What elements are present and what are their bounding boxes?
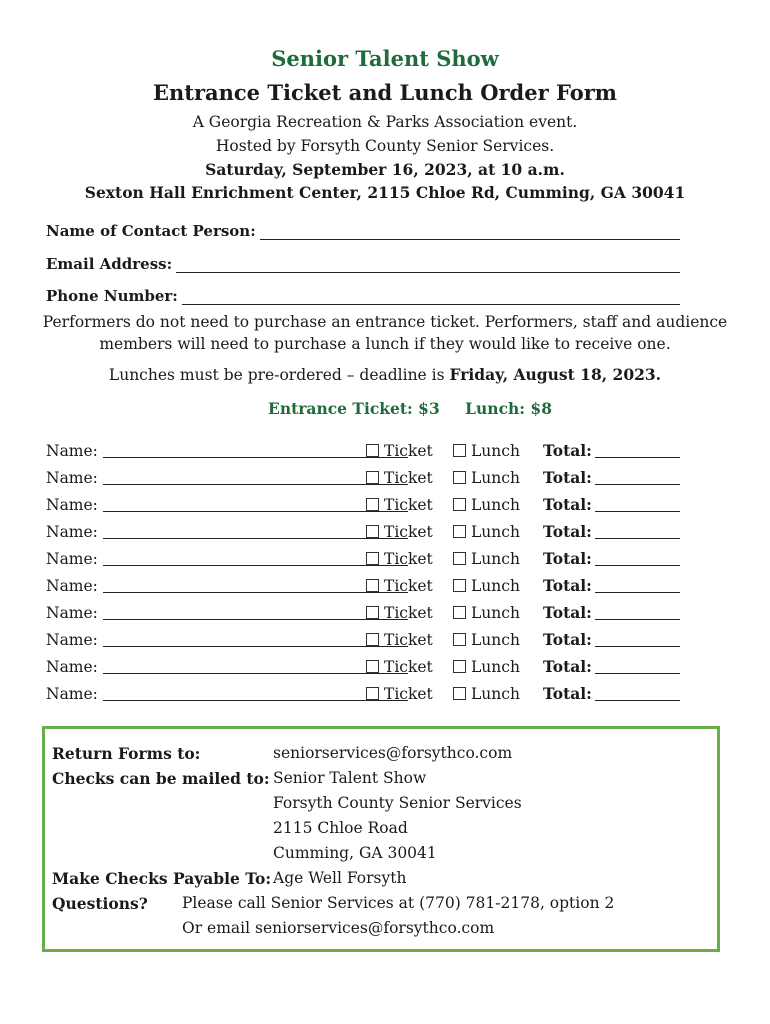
order-row: [46, 440, 680, 462]
deadline-note: [0, 365, 770, 384]
name-label: Name:: [46, 685, 98, 703]
prices-line: [0, 399, 770, 418]
deadline-prefix: Lunches must be pre-ordered – deadline is: [108, 366, 450, 384]
ticket-option[interactable]: [366, 604, 433, 622]
lunch-label: Lunch: [471, 685, 520, 703]
lunch-checkbox[interactable]: [453, 552, 466, 565]
ticket-label: Ticket: [384, 604, 433, 622]
venue-line: Sexton Hall Enrichment Center, 2115 Chloe Rd, Cumming, GA 30041: [84, 183, 686, 202]
total-field[interactable]: [595, 646, 680, 647]
name-label: Name:: [46, 658, 98, 676]
total-label: Total:: [543, 684, 592, 703]
lunch-option[interactable]: [453, 577, 520, 595]
name-field[interactable]: [103, 484, 408, 485]
lunch-option[interactable]: [453, 685, 520, 703]
name-field[interactable]: [103, 565, 408, 566]
total-field[interactable]: [595, 565, 680, 566]
ticket-option[interactable]: [366, 523, 433, 541]
name-label: Name:: [46, 523, 98, 541]
total-label: Total:: [543, 630, 592, 649]
name-label: Name:: [46, 631, 98, 649]
ticket-checkbox[interactable]: [366, 444, 379, 457]
mail-line: Cumming, GA 30041: [273, 844, 437, 862]
lunch-option[interactable]: [453, 523, 520, 541]
order-row: [46, 683, 680, 705]
total-field[interactable]: [595, 592, 680, 593]
lunch-option[interactable]: [453, 658, 520, 676]
payable-label: Make Checks Payable To:: [52, 869, 272, 888]
host-line: Hosted by Forsyth County Senior Services.: [215, 137, 555, 155]
total-label: Total:: [543, 657, 592, 676]
name-label: Name:: [46, 442, 98, 460]
payable-value: Age Well Forsyth: [273, 869, 407, 887]
mail-line: Senior Talent Show: [273, 769, 427, 787]
mail-line: Forsyth County Senior Services: [273, 794, 522, 812]
total-field[interactable]: [595, 673, 680, 674]
lunch-label: Lunch: [471, 469, 520, 487]
total-field[interactable]: [595, 457, 680, 458]
lunch-checkbox[interactable]: [453, 471, 466, 484]
mail-line: 2115 Chloe Road: [273, 819, 408, 837]
order-row: [46, 656, 680, 678]
performers-note: Performers do not need to purchase an entrance ticket. Performers, staff and audience members will need to purchase a lunch if they would like to receive one.: [42, 313, 728, 353]
info-box: [42, 726, 720, 952]
ticket-label: Ticket: [384, 550, 433, 568]
ticket-label: Ticket: [384, 523, 433, 541]
ticket-price: Entrance Ticket: $3: [268, 399, 440, 418]
contact-name-row: [46, 222, 680, 240]
total-label: Total:: [543, 441, 592, 460]
name-field[interactable]: [103, 700, 408, 701]
lunch-option[interactable]: [453, 604, 520, 622]
ticket-option[interactable]: [366, 550, 433, 568]
lunch-label: Lunch: [471, 577, 520, 595]
ticket-checkbox[interactable]: [366, 579, 379, 592]
name-field[interactable]: [103, 619, 408, 620]
deadline-date: Friday, August 18, 2023.: [449, 365, 662, 384]
name-label: Name:: [46, 469, 98, 487]
lunch-checkbox[interactable]: [453, 498, 466, 511]
name-field[interactable]: [103, 673, 408, 674]
name-label: Name:: [46, 550, 98, 568]
ticket-label: Ticket: [384, 496, 433, 514]
contact-name-label: Name of Contact Person:: [46, 222, 256, 240]
ticket-label: Ticket: [384, 577, 433, 595]
lunch-label: Lunch: [471, 604, 520, 622]
lunch-option[interactable]: [453, 550, 520, 568]
mail-label: Checks can be mailed to:: [52, 769, 270, 788]
email-field[interactable]: [176, 258, 680, 273]
lunch-checkbox[interactable]: [453, 606, 466, 619]
total-field[interactable]: [595, 538, 680, 539]
phone-field[interactable]: [182, 290, 680, 305]
ticket-checkbox[interactable]: [366, 525, 379, 538]
ticket-label: Ticket: [384, 442, 433, 460]
lunch-option[interactable]: [453, 442, 520, 460]
form-title: Senior Talent Show: [271, 46, 499, 71]
name-field[interactable]: [103, 592, 408, 593]
questions-email: Or email seniorservices@forsythco.com: [182, 919, 495, 937]
order-row: [46, 521, 680, 543]
total-field[interactable]: [595, 619, 680, 620]
total-field[interactable]: [595, 484, 680, 485]
total-label: Total:: [543, 495, 592, 514]
lunch-label: Lunch: [471, 523, 520, 541]
order-row: [46, 629, 680, 651]
lunch-checkbox[interactable]: [453, 579, 466, 592]
name-field[interactable]: [103, 646, 408, 647]
name-label: Name:: [46, 604, 98, 622]
lunch-label: Lunch: [471, 658, 520, 676]
ticket-checkbox[interactable]: [366, 660, 379, 673]
ticket-checkbox[interactable]: [366, 633, 379, 646]
order-row: [46, 602, 680, 624]
return-label: Return Forms to:: [52, 744, 201, 763]
ticket-option[interactable]: [366, 469, 433, 487]
lunch-option[interactable]: [453, 469, 520, 487]
lunch-price: Lunch: $8: [465, 399, 552, 418]
order-row: [46, 575, 680, 597]
event-line: A Georgia Recreation & Parks Association event.: [192, 113, 578, 131]
total-label: Total:: [543, 576, 592, 595]
total-label: Total:: [543, 468, 592, 487]
total-field[interactable]: [595, 511, 680, 512]
lunch-label: Lunch: [471, 496, 520, 514]
order-row: [46, 494, 680, 516]
ticket-option[interactable]: [366, 658, 433, 676]
lunch-checkbox[interactable]: [453, 525, 466, 538]
total-field[interactable]: [595, 700, 680, 701]
name-field[interactable]: [103, 511, 408, 512]
ticket-checkbox[interactable]: [366, 606, 379, 619]
lunch-checkbox[interactable]: [453, 633, 466, 646]
total-label: Total:: [543, 522, 592, 541]
contact-name-field[interactable]: [260, 225, 680, 240]
lunch-checkbox[interactable]: [453, 660, 466, 673]
lunch-checkbox[interactable]: [453, 444, 466, 457]
lunch-label: Lunch: [471, 631, 520, 649]
ticket-option[interactable]: [366, 685, 433, 703]
date-line: Saturday, September 16, 2023, at 10 a.m.: [205, 160, 565, 179]
ticket-checkbox[interactable]: [366, 552, 379, 565]
questions-label: Questions?: [52, 894, 148, 913]
lunch-option[interactable]: [453, 631, 520, 649]
name-field[interactable]: [103, 538, 408, 539]
ticket-option[interactable]: [366, 577, 433, 595]
total-label: Total:: [543, 603, 592, 622]
lunch-checkbox[interactable]: [453, 687, 466, 700]
lunch-label: Lunch: [471, 442, 520, 460]
name-label: Name:: [46, 577, 98, 595]
ticket-label: Ticket: [384, 658, 433, 676]
ticket-checkbox[interactable]: [366, 498, 379, 511]
ticket-option[interactable]: [366, 631, 433, 649]
lunch-option[interactable]: [453, 496, 520, 514]
name-label: Name:: [46, 496, 98, 514]
ticket-label: Ticket: [384, 631, 433, 649]
email-row: [46, 255, 680, 273]
phone-row: [46, 287, 680, 305]
ticket-label: Ticket: [384, 685, 433, 703]
order-row: [46, 467, 680, 489]
name-field[interactable]: [103, 457, 408, 458]
phone-label: Phone Number:: [46, 287, 178, 305]
order-row: [46, 548, 680, 570]
ticket-checkbox[interactable]: [366, 687, 379, 700]
ticket-checkbox[interactable]: [366, 471, 379, 484]
questions-phone: Please call Senior Services at (770) 781-2178, option 2: [182, 894, 615, 912]
return-email: seniorservices@forsythco.com: [273, 744, 513, 762]
ticket-option[interactable]: [366, 442, 433, 460]
total-label: Total:: [543, 549, 592, 568]
form-subtitle: Entrance Ticket and Lunch Order Form: [152, 80, 618, 105]
ticket-label: Ticket: [384, 469, 433, 487]
ticket-option[interactable]: [366, 496, 433, 514]
lunch-label: Lunch: [471, 550, 520, 568]
email-label: Email Address:: [46, 255, 173, 273]
